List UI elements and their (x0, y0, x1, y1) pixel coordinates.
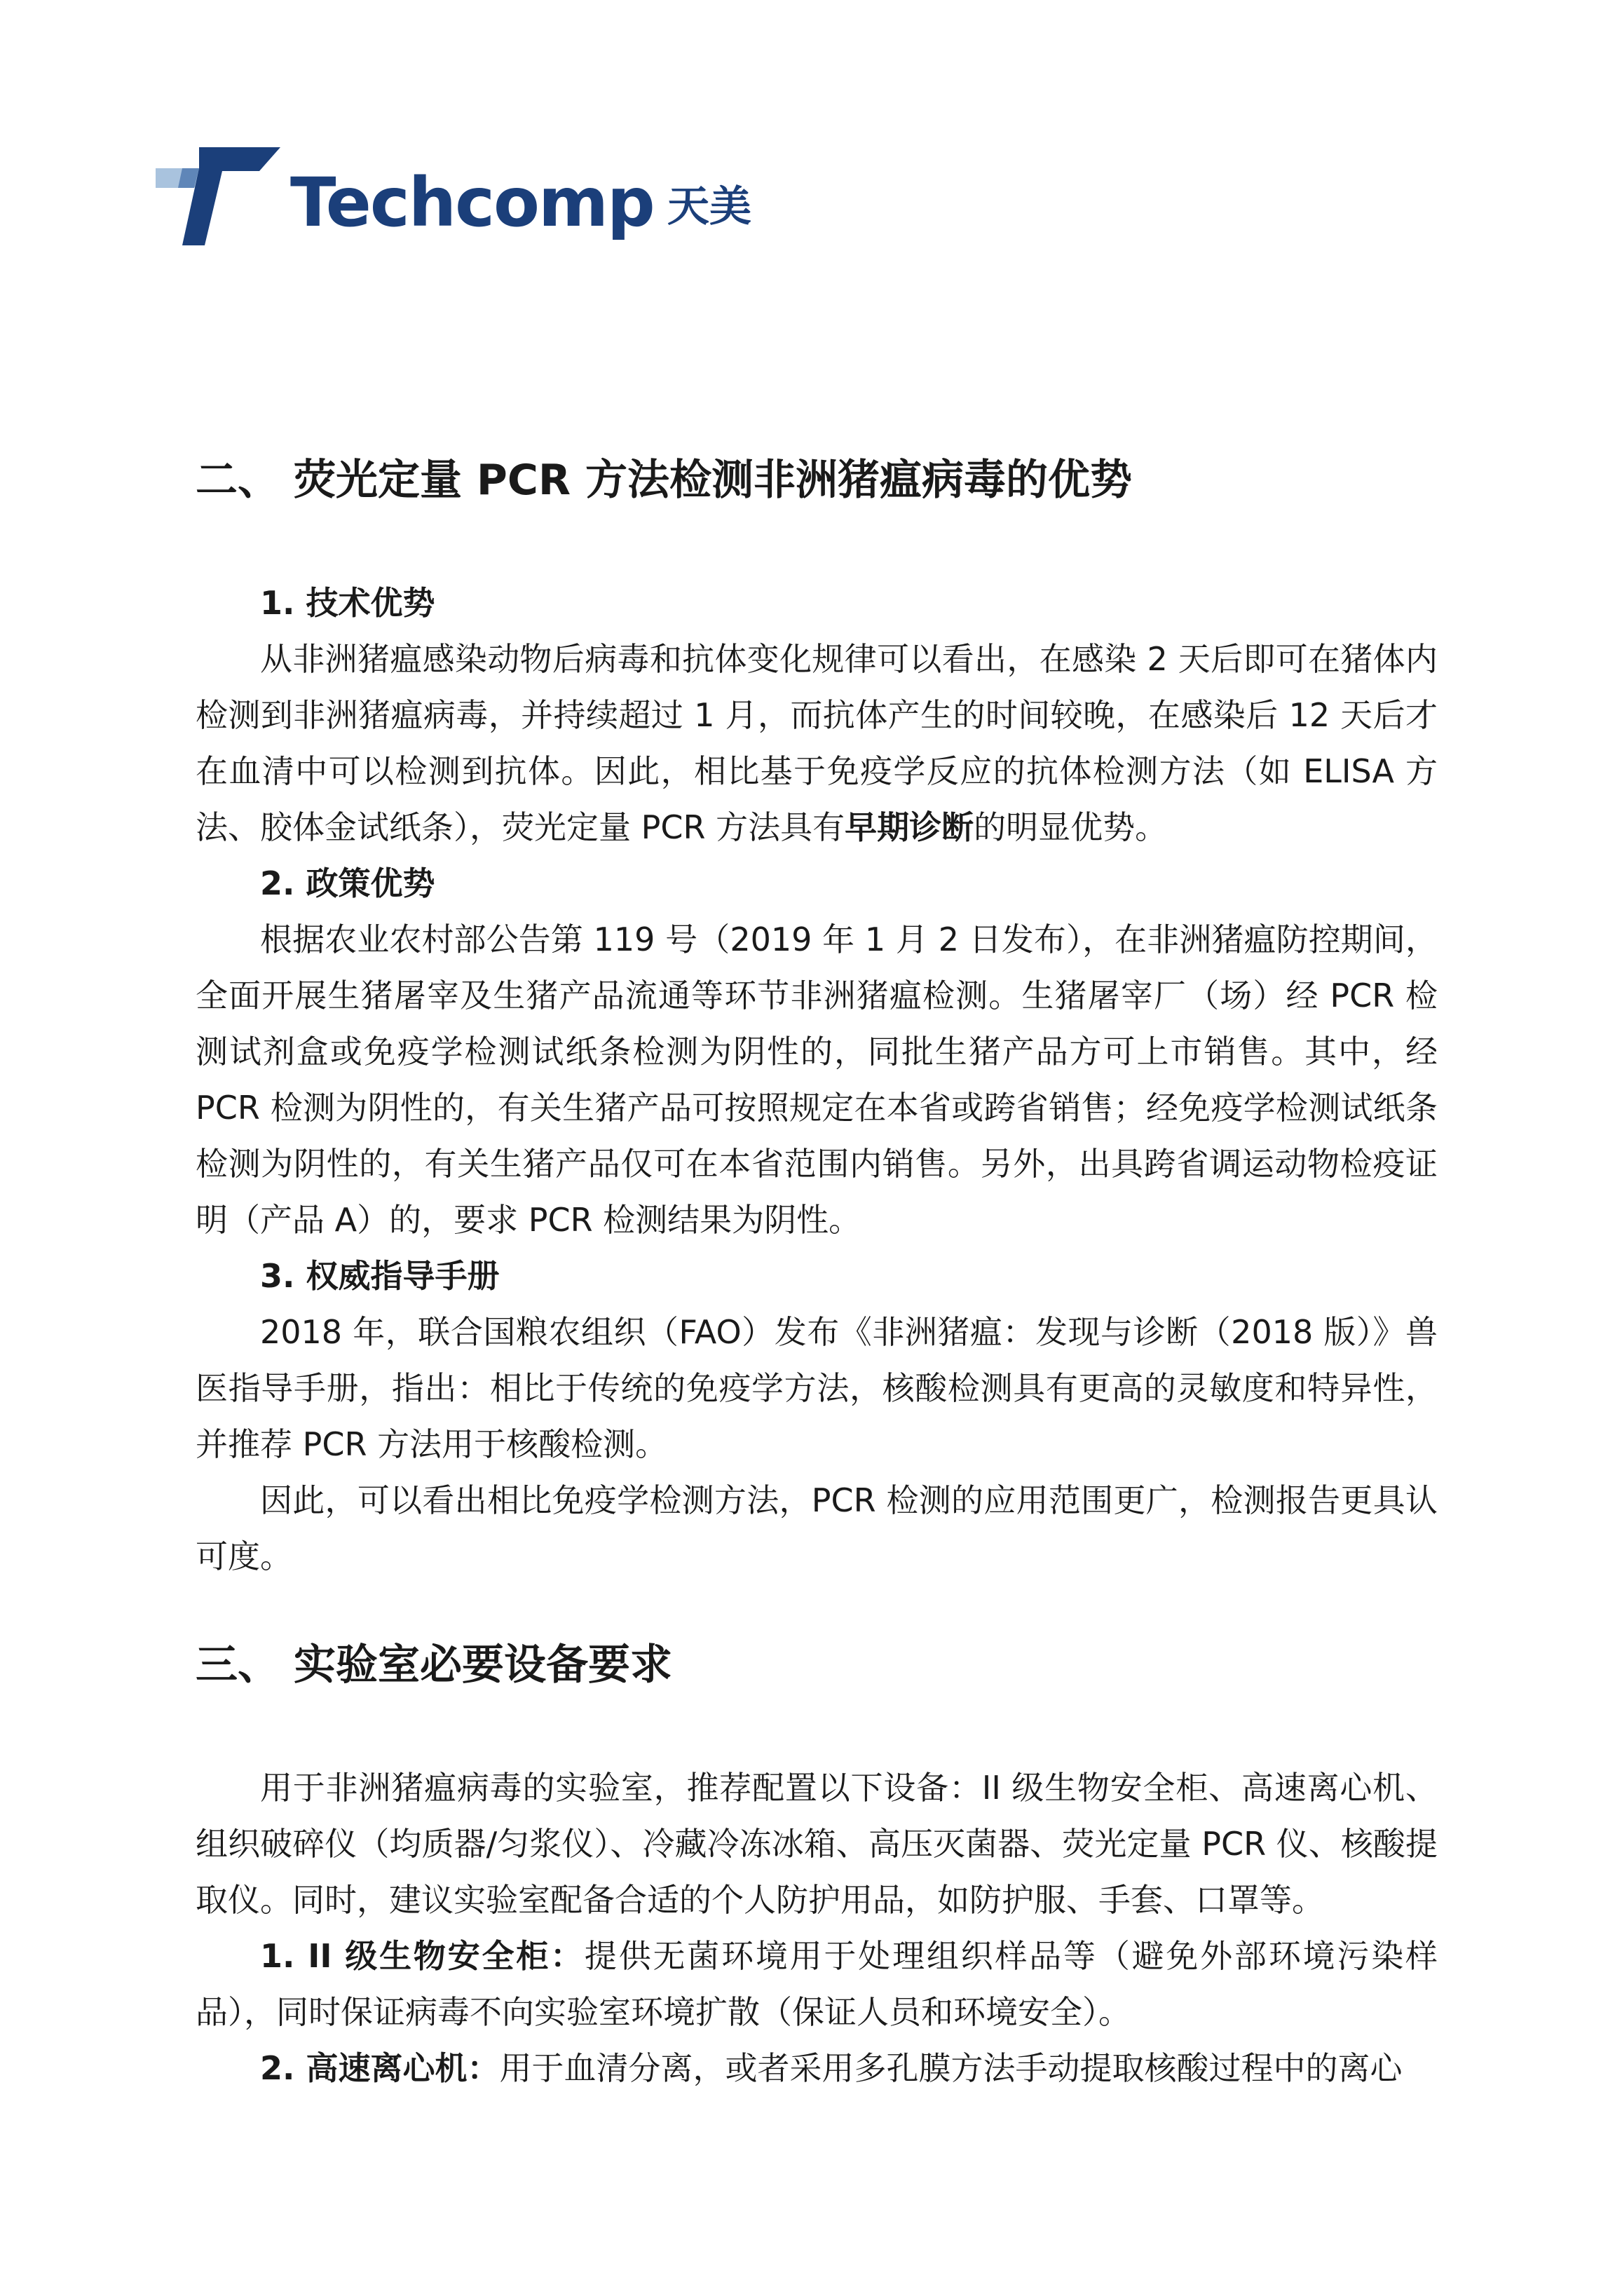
subsection-policy-advantage: 2. 政策优势 (260, 864, 435, 902)
section-3-title: 实验室必要设备要求 (294, 1641, 672, 1690)
subsection-technical-advantage: 1. 技术优势 (260, 584, 435, 622)
document-body (196, 449, 1438, 2096)
techcomp-logo (156, 147, 772, 245)
equipment-item-centrifuge (196, 2040, 1438, 2096)
paragraph-text: 从非洲猪瘟感染动物后病毒和抗体变化规律可以看出，在感染 2 天后即可在猪体内检测到非洲猪瘟病毒，并持续超过 1 月，而抗体产生的时间较晚，在感染后 12 天后才在血清中可以检测到抗体。因此，相比基于免疫学反应的抗体检测方法（如 ELISA 方法、胶体金试纸条），荧光定量 PCR 方法具有 (196, 640, 1438, 846)
paragraph-conclusion: 因此，可以看出相比免疫学检测方法，PCR 检测的应用范围更广，检测报告更具认可度。 (196, 1481, 1438, 1575)
section-2-number: 二、 (196, 456, 280, 505)
svg-text:天美: 天美 (667, 182, 751, 231)
equipment-item-label: 2. 高速离心机： (260, 2049, 500, 2087)
paragraph-policy-advantage: 根据农业农村部公告第 119 号（2019 年 1 月 2 日发布），在非洲猪瘟防控期间，全面开展生猪屠宰及生猪产品流通等环节非洲猪瘟检测。生猪屠宰厂（场）经 PCR 检测试剂盒或免疫学检测试纸条检测为阴性的，同批生猪产品方可上市销售。其中，经 PCR 检测为阴性的，有关生猪产品可按照规定在本省或跨省销售；经免疫学检测试纸条检测为阴性的，有关生猪产品仅可在本省范围内销售。另外，出具跨省调运动物检疫证明（产品 A）的，要求 PCR 检测结果为阴性。 (196, 921, 1438, 1239)
paragraph-authoritative-manual: 2018 年，联合国粮农组织（FAO）发布《非洲猪瘟：发现与诊断（2018 版）》兽医指导手册，指出：相比于传统的免疫学方法，核酸检测具有更高的灵敏度和特异性，并推荐 PCR 方法用于核酸检测。 (196, 1313, 1438, 1463)
paragraph-text: 的明显优势。 (974, 808, 1168, 846)
section-3-number: 三、 (196, 1641, 280, 1690)
svg-text:Techcomp: Techcomp (290, 163, 654, 242)
paragraph-technical-advantage (196, 631, 1438, 855)
equipment-item-text: 提供无菌环境用于处理组织样品等（避免外部环境污染样品），同时保证病毒不向实验室环境扩散（保证人员和环境安全）。 (196, 1937, 1438, 2031)
equipment-item-text: 用于血清分离，或者采用多孔膜方法手动提取核酸过程中的离心 (499, 2049, 1403, 2087)
section-2-heading (196, 449, 1438, 512)
paragraph-equipment-intro: 用于非洲猪瘟病毒的实验室，推荐配置以下设备：II 级生物安全柜、高速离心机、组织破碎仪（均质器/匀浆仪）、冷藏冷冻冰箱、高压灭菌器、荧光定量 PCR 仪、核酸提取仪。同时，建议实验室配备合适的个人防护用品，如防护服、手套、口罩等。 (196, 1769, 1438, 1919)
equipment-item-label: 1. II 级生物安全柜： (260, 1937, 585, 1975)
early-diagnosis-emphasis: 早期诊断 (845, 808, 974, 846)
techcomp-logo-mark (156, 147, 772, 245)
subsection-authoritative-manual: 3. 权威指导手册 (260, 1257, 500, 1295)
section-2-title: 荧光定量 PCR 方法检测非洲猪瘟病毒的优势 (294, 456, 1132, 505)
section-3-heading (196, 1633, 1438, 1697)
equipment-item-biosafety-cabinet (196, 1928, 1438, 2040)
